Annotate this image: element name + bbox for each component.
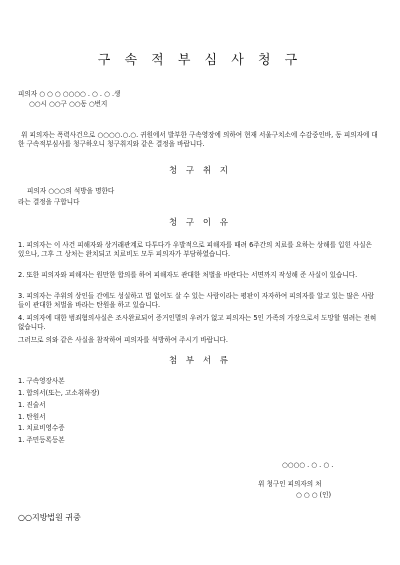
closing-date: ○○○○ . ○ . ○ . xyxy=(282,461,334,469)
attachment-item: 1. 주민등록등본 xyxy=(18,436,65,444)
reasons-heading: 청 구 이 유 xyxy=(169,218,231,228)
suspect-name-line: 피의자 ○ ○ ○ ○○○○ . ○ . ○ .생 xyxy=(18,90,121,98)
suspect-address: ○○시 ○○구 ○○동 ○번지 xyxy=(29,100,108,108)
reason-conclusion: 그러므로 의와 같은 사실을 참작하여 피의자를 석방하여 주시기 바랍니다. xyxy=(18,336,228,344)
purpose-line-1: 피의자 ○○○의 석방을 명한다 xyxy=(27,187,115,195)
claimant-name: ○ ○ ○ (인) xyxy=(296,491,332,499)
attachment-item: 1. 탄원서 xyxy=(18,413,46,421)
attachment-item: 1. 진술서 xyxy=(18,401,46,409)
intro-paragraph: 위 피의자는 폭력사건으로 ○○○○.○.○. 귀원에서 발부한 구속영장에 의하여 현재 서울구치소에 수감중인바, 동 피의자에 대한 구속적부심사를 청구하오니 청구취지와 같은 결정을 바랍니다. xyxy=(18,131,378,149)
reason-4: 4. 피의자에 대한 범죄혐의사실은 조사완료되어 증거인멸의 우려가 없고 피의자는 5인 가족의 가장으로서 도망할 염려는 전혀 없습니다. xyxy=(18,314,377,332)
reason-2: 2. 또한 피의자와 피해자는 원만한 합의를 하여 피해자도 관대한 처벌을 바란다는 서면까지 작성해 준 사실이 있습니다. xyxy=(18,271,358,279)
reason-1: 1. 피의자는 이 사건 피해자와 상거래관계로 다투다가 우발적으로 피해자를 때려 6주간의 치료를 요하는 상해를 입힌 사실은 있으나, 그후 그 상처는 완치되고 치료비도 모두 피의자가 부담하였습니다. xyxy=(18,241,373,259)
purpose-heading: 청 구 취 지 xyxy=(169,166,231,176)
attachment-item: 1. 치료비영수증 xyxy=(18,424,65,432)
attachments-heading: 첨 부 서 류 xyxy=(169,356,231,366)
attachment-item: 1. 구속영장사본 xyxy=(18,377,65,385)
court-addressee: ○○지방법원 귀중 xyxy=(18,513,81,522)
reason-3: 3. 피의자는 주위의 상인들 간에도 성실하고 법 없어도 살 수 있는 사람이라는 평판이 자자하여 피의자를 알고 있는 많은 사람들이 관대한 처벌을 바라는 탄원을 하고 있습니다. xyxy=(18,292,375,310)
purpose-line-2: 라는 결정을 구합니다 xyxy=(18,198,80,206)
document-title: 구 속 적 부 심 사 청 구 xyxy=(97,53,303,68)
attachment-item: 1. 합의서(또는, 고소취하장) xyxy=(18,389,100,397)
claimant-relation: 위 청구인 피의자의 처 xyxy=(258,480,322,488)
